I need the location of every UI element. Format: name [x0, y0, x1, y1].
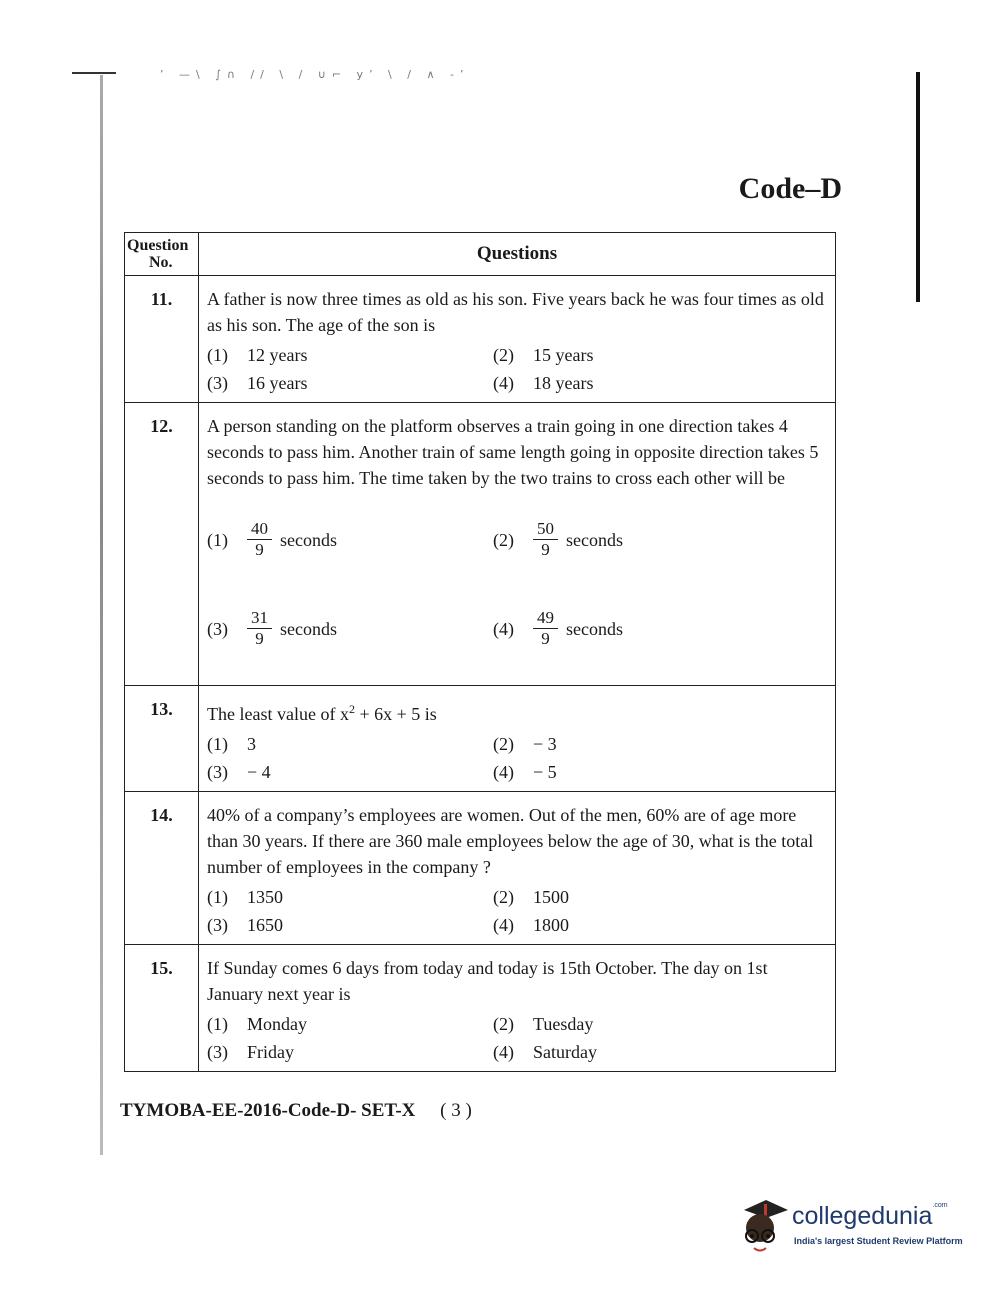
option-label: (2)	[493, 887, 514, 907]
option-unit: seconds	[566, 529, 623, 550]
exponent: 2	[348, 702, 355, 716]
question-number: 14.	[125, 792, 199, 945]
question-cell	[199, 686, 836, 792]
denominator: 9	[541, 629, 550, 648]
question-row	[125, 945, 836, 1072]
question-text: A person standing on the platform observes a train going in one direction takes 4 seconds to pass him. Another train of same length going in opposite direction takes 5 seconds to pass him. The time taken by the two trains to cross each other will be	[207, 416, 819, 488]
option-label: (4)	[493, 915, 514, 935]
question-no-header	[125, 233, 199, 276]
question-text-pre: The least value of x	[207, 704, 349, 724]
fraction	[533, 519, 558, 560]
option	[207, 342, 493, 368]
option-text: Tuesday	[533, 1014, 594, 1034]
question-row	[125, 403, 836, 686]
table-header-row	[125, 233, 836, 276]
option-unit: seconds	[280, 618, 337, 639]
option-text: − 5	[533, 762, 557, 782]
denominator: 9	[541, 540, 550, 559]
option-label: (1)	[207, 345, 228, 365]
option-text: Saturday	[533, 1042, 597, 1062]
code-title: Code–D	[738, 172, 842, 205]
option-text: 18 years	[533, 373, 594, 393]
page-footer	[120, 1100, 472, 1122]
option-label: (4)	[493, 373, 514, 393]
exam-code: TYMOBA-EE-2016-Code-D- SET-X	[120, 1100, 416, 1121]
numerator: 49	[533, 608, 558, 629]
option-label: (4)	[493, 1042, 514, 1062]
brand-tagline: India's largest Student Review Platform	[794, 1236, 963, 1246]
option-text: 15 years	[533, 345, 594, 365]
numerator: 31	[247, 608, 272, 629]
numerator: 40	[247, 519, 272, 540]
mascot-logo-icon	[736, 1196, 792, 1256]
options-grid	[207, 884, 827, 938]
option	[207, 884, 493, 910]
page-edge-mark	[72, 72, 116, 74]
margin-bar	[916, 72, 920, 302]
option-label: (3)	[207, 618, 228, 639]
fraction	[247, 519, 272, 560]
option-text: 1650	[247, 915, 283, 935]
option-label: (2)	[493, 345, 514, 365]
brand-tld: .com	[932, 1202, 948, 1209]
option-text: 1800	[533, 915, 569, 935]
question-row	[125, 686, 836, 792]
option-label: (2)	[493, 1014, 514, 1034]
option-text: 1350	[247, 887, 283, 907]
option	[493, 1039, 827, 1065]
option	[207, 370, 493, 396]
option-label: (2)	[493, 529, 514, 550]
header-no-word: No.	[149, 254, 173, 271]
question-cell	[199, 792, 836, 945]
option	[493, 731, 827, 757]
brand-name-text: collegedunia	[792, 1202, 933, 1230]
option	[207, 759, 493, 785]
binding-shadow	[100, 75, 103, 1155]
questions-table	[124, 232, 836, 1072]
questions-header: Questions	[199, 233, 836, 276]
option-label: (1)	[207, 1014, 228, 1034]
fraction	[533, 608, 558, 649]
question-text: A father is now three times as old as his son. Five years back he was four times as old as his son. The age of the son is	[207, 289, 824, 335]
option-label: (1)	[207, 887, 228, 907]
option-unit: seconds	[280, 529, 337, 550]
option-text: 12 years	[247, 345, 308, 365]
option	[493, 759, 827, 785]
option-label: (3)	[207, 762, 228, 782]
option-text: 16 years	[247, 373, 308, 393]
scan-marks: ’ —\ ∫∩ // \ / ∪⌐ y’ \ / ∧ ‐’	[160, 68, 470, 81]
question-number: 12.	[125, 403, 199, 686]
options-grid	[207, 519, 827, 679]
header-question-word: Question	[127, 237, 189, 254]
option-text: 1500	[533, 887, 569, 907]
option-text: 3	[247, 734, 256, 754]
options-grid	[207, 731, 827, 785]
option-label: (3)	[207, 1042, 228, 1062]
option	[207, 731, 493, 757]
question-text: 40% of a company’s employees are women. Out of the men, 60% are of age more than 30 years. If there are 360 male employees below the age of 30, what is the total number of employees in the company ?	[207, 805, 814, 877]
options-grid	[207, 1011, 827, 1065]
option-unit: seconds	[566, 618, 623, 639]
option-label: (4)	[493, 762, 514, 782]
question-row	[125, 276, 836, 403]
question-number: 11.	[125, 276, 199, 403]
option	[493, 519, 827, 560]
option	[493, 1011, 827, 1037]
option-label: (3)	[207, 373, 228, 393]
option	[493, 370, 827, 396]
option	[207, 1011, 493, 1037]
question-number: 13.	[125, 686, 199, 792]
option-text: Friday	[247, 1042, 294, 1062]
option	[493, 608, 827, 649]
option	[493, 342, 827, 368]
collegedunia-watermark	[736, 1196, 966, 1256]
question-cell	[199, 945, 836, 1072]
option	[207, 519, 493, 560]
numerator: 50	[533, 519, 558, 540]
option	[207, 912, 493, 938]
option-label: (4)	[493, 618, 514, 639]
option	[207, 1039, 493, 1065]
brand-name	[792, 1202, 948, 1231]
denominator: 9	[255, 629, 264, 648]
question-text-post: + 6x + 5 is	[354, 704, 437, 724]
question-cell	[199, 276, 836, 403]
option-label: (1)	[207, 529, 228, 550]
question-cell	[199, 403, 836, 686]
page-number: ( 3 )	[440, 1100, 472, 1121]
question-number: 15.	[125, 945, 199, 1072]
option	[493, 912, 827, 938]
options-grid	[207, 342, 827, 396]
question-text	[207, 696, 827, 727]
option	[493, 884, 827, 910]
question-text: If Sunday comes 6 days from today and today is 15th October. The day on 1st January next year is	[207, 958, 768, 1004]
denominator: 9	[255, 540, 264, 559]
option-label: (3)	[207, 915, 228, 935]
fraction	[247, 608, 272, 649]
option-text: − 3	[533, 734, 557, 754]
option-label: (1)	[207, 734, 228, 754]
question-row	[125, 792, 836, 945]
option-label: (2)	[493, 734, 514, 754]
option-text: − 4	[247, 762, 271, 782]
option	[207, 608, 493, 649]
option-text: Monday	[247, 1014, 307, 1034]
